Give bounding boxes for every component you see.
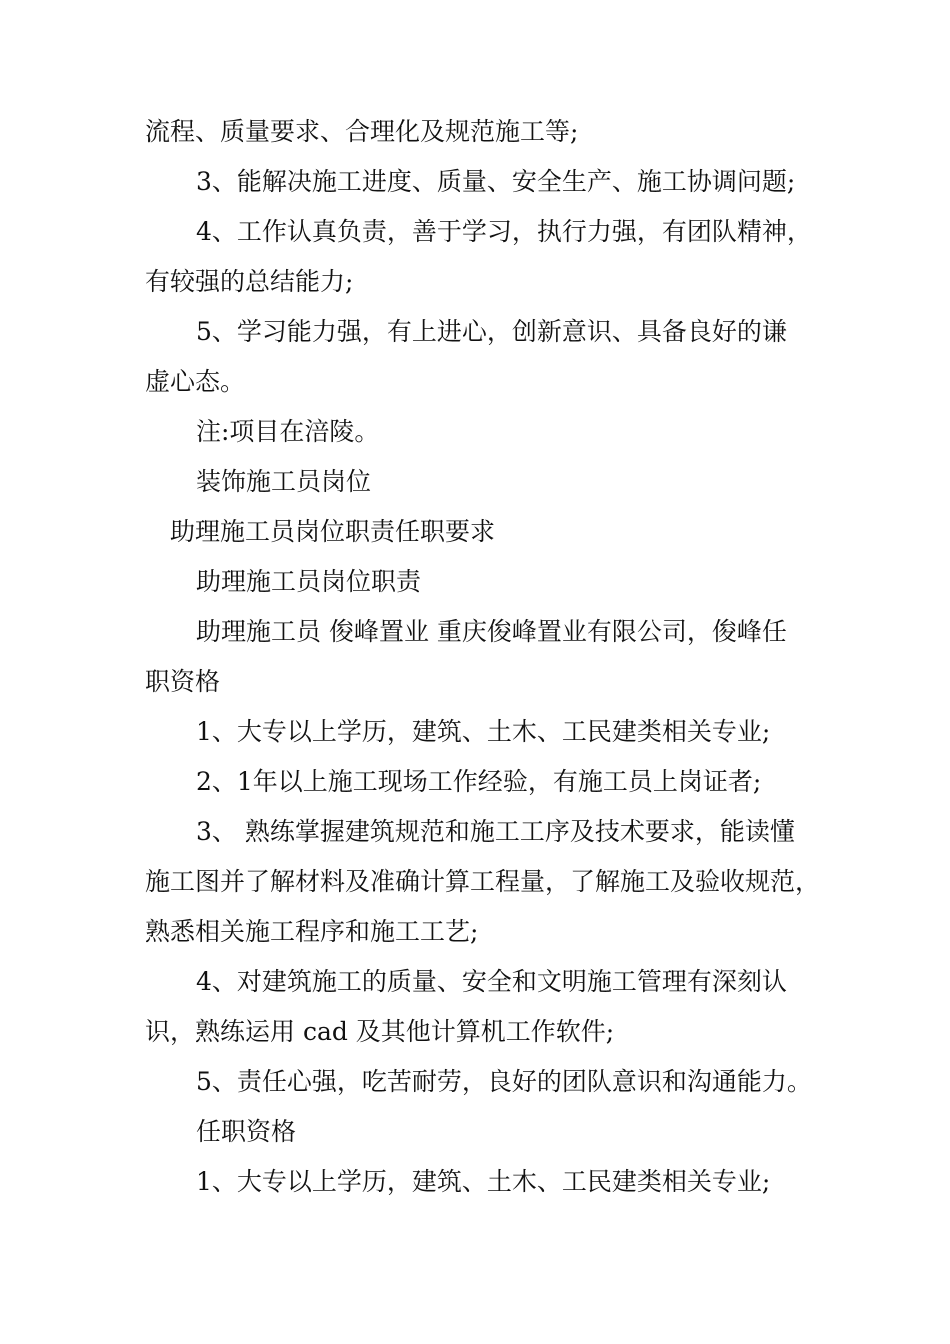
text-line: 职资格 xyxy=(145,667,221,696)
text-line: 4、工作认真负责，善于学习，执行力强，有团队精神， xyxy=(196,217,812,246)
text-line: 4、对建筑施工的质量、安全和文明施工管理有深刻认 xyxy=(196,967,787,996)
text-line: 注:项目在涪陵。 xyxy=(196,417,380,446)
text-line: 2、1年以上施工现场工作经验，有施工员上岗证者; xyxy=(196,767,762,796)
text-line: 3、能解决施工进度、质量、安全生产、施工协调问题; xyxy=(196,167,796,196)
text-line: 5、学习能力强，有上进心，创新意识、具备良好的谦 xyxy=(196,317,787,346)
text-line: 5、责任心强，吃苦耐劳，良好的团队意识和沟通能力。 xyxy=(196,1067,812,1096)
text-line: 有较强的总结能力; xyxy=(145,267,354,296)
text-line: 熟悉相关施工程序和施工工艺; xyxy=(145,917,479,946)
text-line: 虚心态。 xyxy=(145,367,246,396)
text-line: 流程、质量要求、合理化及规范施工等; xyxy=(145,117,579,146)
text-line: 3、 熟练掌握建筑规范和施工工序及技术要求，能读懂 xyxy=(196,817,795,846)
section-heading: 助理施工员岗位职责任职要求 xyxy=(170,517,496,546)
section-heading: 助理施工员岗位职责 xyxy=(196,567,422,596)
text-line: 1、大专以上学历，建筑、土木、工民建类相关专业; xyxy=(196,717,771,746)
text-line: 识，熟练运用 cad 及其他计算机工作软件; xyxy=(145,1017,615,1046)
section-heading: 装饰施工员岗位 xyxy=(196,467,372,496)
text-line: 施工图并了解材料及准确计算工程量，了解施工及验收规范， xyxy=(145,867,821,896)
text-line: 1、大专以上学历，建筑、土木、工民建类相关专业; xyxy=(196,1167,771,1196)
section-heading: 任职资格 xyxy=(196,1117,297,1146)
text-line: 助理施工员 俊峰置业 重庆俊峰置业有限公司，俊峰任 xyxy=(196,617,787,646)
